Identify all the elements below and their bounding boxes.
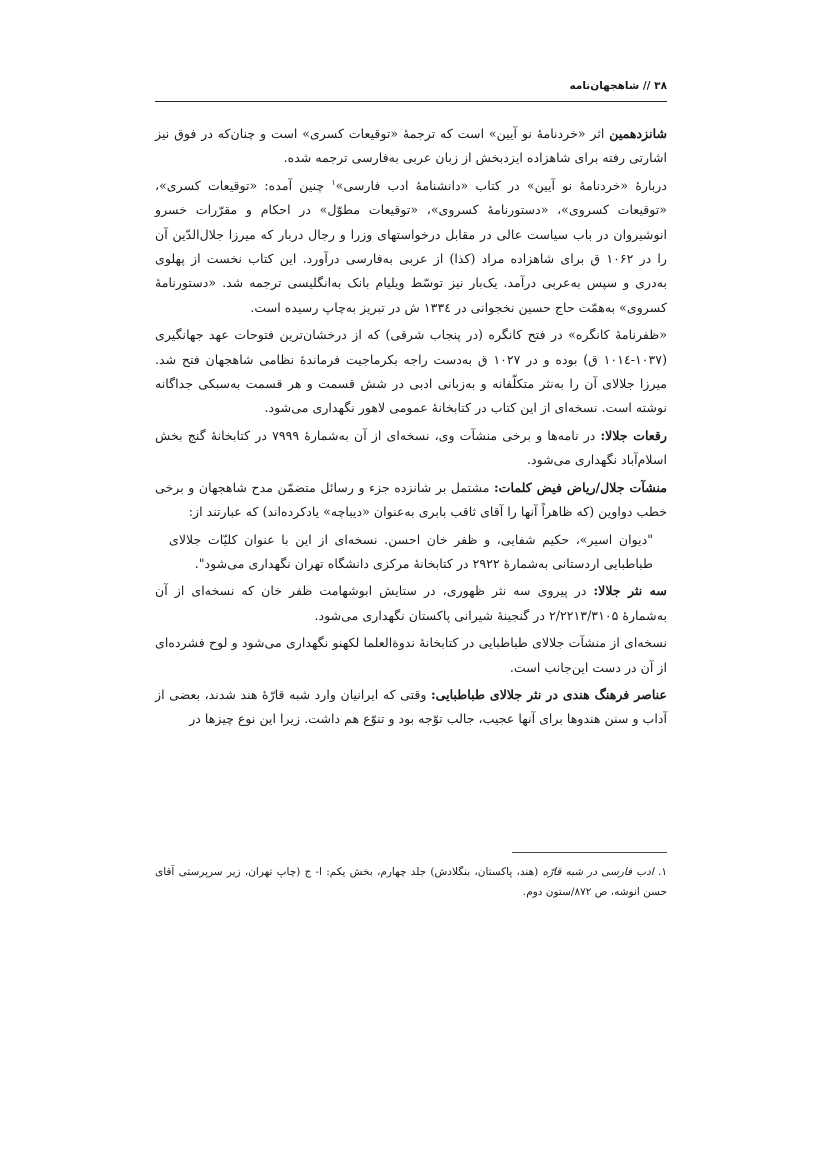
paragraph-text: وقتی که ایرانیان وارد شبه قارّهٔ هند شدند، بعضی از آداب و سنن هندوها برای آنها عجیب، جالب توّجه بود و تنوّع هم داشت. زیرا این نوع چیزها در — [155, 686, 667, 727]
footnote-title: ادب فارسی در شبه قارّه — [542, 866, 654, 878]
paragraph-label: عناصر فرهنگ هندی در نثر جلالای طباطبایی: — [431, 686, 667, 702]
paragraph — [155, 476, 667, 525]
block-quote: "دیوان اسیر»، حکیم شفایی، و ظفر خان احسن. نسخه‌ای از این با عنوان کلیّات جلالای طباطبایی اردستانی به‌شمارهٔ ۲۹۲۲ در کتابخانهٔ مرکزی دانشگاه تهران نگهداری می‌شود". — [169, 531, 653, 571]
footnote-number: ۱. — [658, 866, 667, 878]
paragraph-text: نسخه‌ای از منشآت جلالای طباطبایی در کتابخانهٔ ندوةالعلما لکهنو نگهداری می‌شود و لوح فشرده‌ای از آن در دست این‌جانب است. — [155, 635, 667, 675]
paragraph-label: شانزدهمین — [609, 126, 667, 141]
paragraph — [155, 122, 667, 171]
paragraph — [155, 683, 667, 732]
paragraph — [155, 323, 667, 421]
paragraph-label: سه نثر جلالا: — [593, 583, 667, 599]
paragraph-label: رقعات جلالا: — [600, 427, 667, 443]
paragraph-text: چنین آمده: «توقیعات کسری»، «توقیعات کسروی»، «دستورنامهٔ کسروی»، «توقیعات مطوّل» در احکام و مقرّرات خسرو انوشیروان در باب سیاست عالی در مقابل درخواستهای وزرا و رجال دربار که میرزا جلال‌الدّین آن را در ۱۰۶۲ ق برای شاهزاده مراد (کذا) از عربی به‌فارسی درآورد. این کتاب نخست از پهلوی به‌دری و سپس به‌عربی درآمد. یک‌بار نیز توسّط ویلیام بانک به‌انگلیسی ترجمه شد. «دستورنامهٔ کسروی» به‌همّت حاج حسین نخجوانی در ۱۳۳٤ ش در تبریز به‌چاپ رسیده است. — [155, 177, 667, 315]
paragraph-text: «ظفرنامهٔ کانگره» در فتح کانگره (در پنجاب شرقی) که از درخشان‌ترین فتوحات عهد جهانگیری (۱۰۳۷-۱۰۱٤ ق) بوده و در ۱۰۲۷ ق به‌دست راجه بکرماجیت فرماندهٔ نظامی شاهجهان فتح شد. میرزا جلالای آن را به‌نثر متکلّفانه و به‌زبانی ادبی در شش قسمت و هر قسمت به‌سبکی جداگانه نوشته است. نسخه‌ای از این کتاب در کتابخانهٔ عمومی لاهور نگهداری می‌شود. — [155, 327, 667, 416]
header-rule — [155, 101, 667, 102]
footnote — [155, 862, 667, 902]
paragraph-label: منشآت جلال/ریاض فیض کلمات: — [494, 479, 667, 495]
paragraph — [155, 174, 667, 320]
paragraph-text: مشتمل بر شانزده جزء و رسائل متضمّن مدح شاهجهان و برخی خطب دواوین (که ظاهراً آنها را آقای ثاقب بابری به‌عنوان «دیباچه» یادکرده‌اند) که عبارتند از: — [155, 479, 667, 520]
paragraph-text: در پیروی سه نثر ظهوری، در ستایش ابوشهامت ظفر خان که نسخه‌ای از آن به‌شمارهٔ ۲/۲۲۱۳/۳۱۰۵ در گنجینهٔ شیرانی پاکستان نگهداری می‌شود. — [155, 583, 667, 623]
paragraph — [155, 424, 667, 473]
paragraph — [155, 579, 667, 628]
footnote-body: (هند، پاکستان، بنگلادش) جلد چهارم، بخش یکم: ا- ج (چاپ تهران، زیر سرپرستی آقای حسن انوشه، ص ۸۷۲/ستون دوم. — [155, 866, 667, 898]
footnote-text — [155, 862, 667, 902]
paragraph-text: دربارهٔ «خردنامهٔ نو آیین» در کتاب «دانشنامهٔ ادب فارسی» — [335, 177, 667, 193]
paragraph — [155, 631, 667, 680]
body-text — [155, 122, 667, 735]
paragraph-text: در نامه‌ها و برخی منشآت وی، نسخه‌ای از آن به‌شمارهٔ ۷۹۹۹ در کتابخانهٔ گنج بخش اسلام‌آباد نگهداری می‌شود. — [155, 427, 667, 468]
footnote-marker[interactable]: ۱ — [331, 177, 336, 187]
footnote-rule — [512, 852, 667, 853]
paragraph-text: اثر «خردنامهٔ نو آیین» است که ترجمهٔ «توقیعات کسری» است و چنان‌که در فوق نیز اشارتی رفته برای شاهزاده ایزدبخش از زبان عربی به‌فارسی ترجمه شده. — [155, 126, 667, 166]
running-head: ۳۸ // شاهجهان‌نامه — [569, 80, 667, 92]
